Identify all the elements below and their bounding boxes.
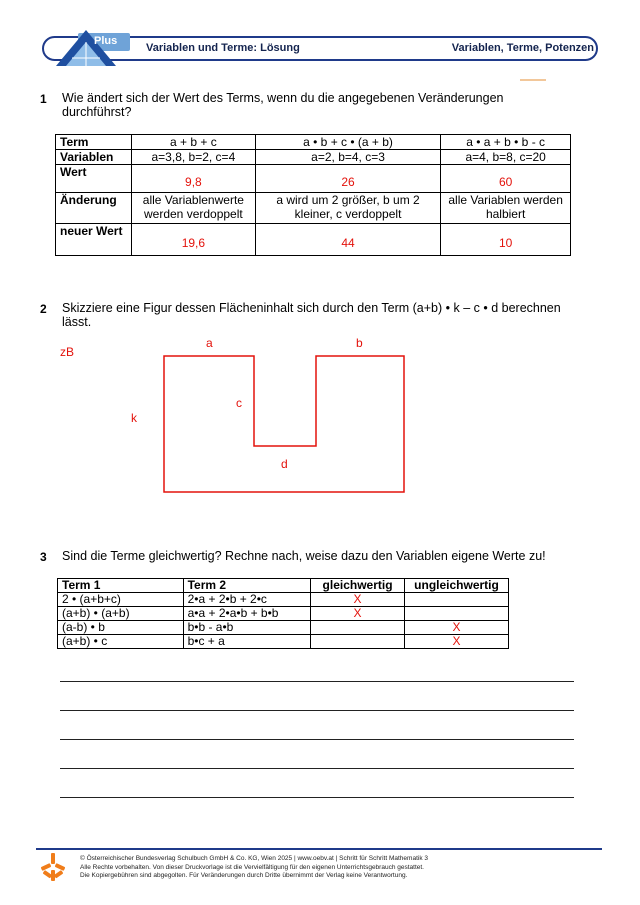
neuer-wert-answer: 44 <box>255 224 440 256</box>
writing-line <box>60 768 574 769</box>
label-b: b <box>356 336 363 350</box>
decorative-dash <box>520 79 546 81</box>
task3-table <box>57 578 509 649</box>
footer-text <box>80 855 428 881</box>
wert-answer: 9,8 <box>131 165 255 193</box>
writing-line <box>60 710 574 711</box>
footer-line: Die Kopiergebühren sind abgegolten. Für Veränderungen durch Dritte übernimmt der Verlag keine Verantwortung. <box>80 872 408 879</box>
term-cell: a • a + b • b - c <box>441 135 571 150</box>
wert-answer: 60 <box>441 165 571 193</box>
aenderung-line: kleiner, c verdoppelt <box>294 207 402 221</box>
label-a: a <box>206 336 213 350</box>
table-row <box>58 593 509 607</box>
label-d: d <box>281 457 288 471</box>
gleich-mark: X <box>311 607 405 621</box>
writing-line <box>60 797 574 798</box>
neuer-wert-answer: 19,6 <box>131 224 255 256</box>
row-label-aenderung: Änderung <box>56 193 132 224</box>
header-term2: Term 2 <box>183 579 311 593</box>
aenderung-cell <box>131 193 255 224</box>
term2-cell: b•b - a•b <box>183 621 311 635</box>
row-label-variablen: Variablen <box>56 150 132 165</box>
aenderung-cell <box>441 193 571 224</box>
logo-text: Plus <box>94 35 118 47</box>
term-cell: a + b + c <box>131 135 255 150</box>
footer-line: © Österreichischer Bundesverlag Schulbuch GmbH & Co. KG, Wien 2025 | www.oebv.at | Schritt für Schritt Mathematik 3 <box>80 855 428 862</box>
gleich-mark <box>311 635 405 649</box>
row-label-neuer-wert: neuer Wert <box>56 224 132 256</box>
writing-line <box>60 681 574 682</box>
footer-line: Alle Rechte vorbehalten. Von dieser Druckvorlage ist die Vervielfältigung für den eigenen Unterrichtsgebrauch gestattet. <box>80 863 424 871</box>
ungleich-mark <box>405 593 509 607</box>
header-term1: Term 1 <box>58 579 184 593</box>
header-ungleichwertig: ungleichwertig <box>405 579 509 593</box>
aenderung-line: halbiert <box>485 207 526 221</box>
task1-text-line2: durchführst? <box>62 105 132 119</box>
aenderung-cell <box>255 193 440 224</box>
term2-cell: a•a + 2•a•b + b•b <box>183 607 311 621</box>
ungleich-mark <box>405 607 509 621</box>
neuer-wert-answer: 10 <box>441 224 571 256</box>
wert-answer: 26 <box>255 165 440 193</box>
area-figure <box>160 352 410 498</box>
term2-cell: 2•a + 2•b + 2•c <box>183 593 311 607</box>
label-k: k <box>131 411 137 425</box>
page-title: Variablen und Terme: Lösung <box>146 42 300 54</box>
task1-table <box>55 134 571 256</box>
term1-cell: 2 • (a+b+c) <box>58 593 184 607</box>
task2-text-line1: Skizziere eine Figur dessen Flächeninhalt sich durch den Term (a+b) • k – c • d berechnen <box>62 301 561 315</box>
aenderung-line: werden verdoppelt <box>144 207 243 221</box>
row-label-wert: Wert <box>56 165 132 193</box>
label-c: c <box>236 396 242 410</box>
variablen-cell: a=3,8, b=2, c=4 <box>131 150 255 165</box>
variablen-cell: a=4, b=8, c=20 <box>441 150 571 165</box>
task1-number: 1 <box>40 92 47 106</box>
term1-cell: (a+b) • (a+b) <box>58 607 184 621</box>
term1-cell: (a-b) • b <box>58 621 184 635</box>
chapter-title: Variablen, Terme, Potenzen <box>451 42 594 54</box>
writing-line <box>60 739 574 740</box>
table-row <box>58 635 509 649</box>
term2-cell: b•c + a <box>183 635 311 649</box>
gleich-mark <box>311 621 405 635</box>
task3-number: 3 <box>40 550 47 564</box>
publisher-logo-icon <box>40 852 66 882</box>
term1-cell: (a+b) • c <box>58 635 184 649</box>
task2-text-line2: lässt. <box>62 315 92 329</box>
header-gleichwertig: gleichwertig <box>311 579 405 593</box>
footer-divider <box>36 848 602 850</box>
ungleich-mark: X <box>405 621 509 635</box>
term-cell: a • b + c • (a + b) <box>255 135 440 150</box>
aenderung-line: alle Variablen werden <box>448 193 563 207</box>
ungleich-mark: X <box>405 635 509 649</box>
example-label: zB <box>60 345 75 359</box>
task3-text: Sind die Terme gleichwertig? Rechne nach, weise dazu den Variablen eigene Werte zu! <box>62 549 546 563</box>
aenderung-line: a wird um 2 größer, b um 2 <box>276 193 420 207</box>
task2-number: 2 <box>40 302 47 316</box>
task1-text-line1: Wie ändert sich der Wert des Terms, wenn du die angegebenen Veränderungen <box>62 91 504 105</box>
gleich-mark: X <box>311 593 405 607</box>
variablen-cell: a=2, b=4, c=3 <box>255 150 440 165</box>
table-row <box>58 621 509 635</box>
aenderung-line: alle Variablenwerte <box>142 193 244 207</box>
table-row <box>58 607 509 621</box>
figure-outline <box>164 356 404 492</box>
row-label-term: Term <box>56 135 132 150</box>
